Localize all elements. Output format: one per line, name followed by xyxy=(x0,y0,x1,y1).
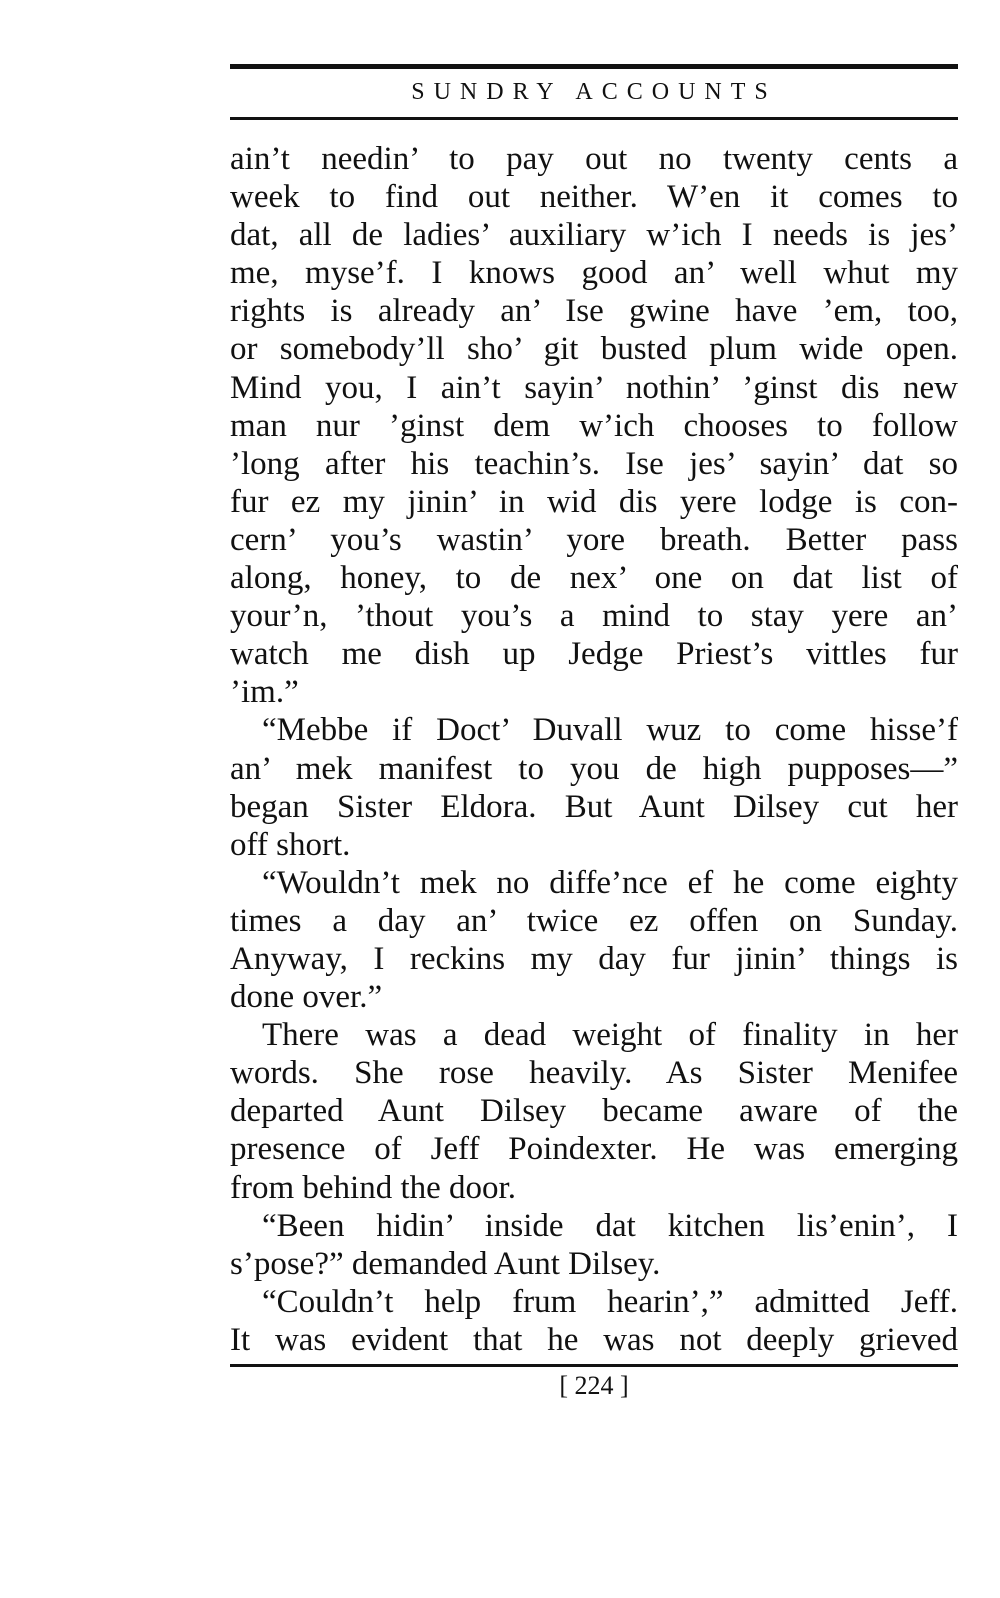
paragraph xyxy=(230,1283,958,1359)
text-line: Mind you, I ain’t sayin’ nothin’ ’ginst dis new xyxy=(230,369,958,406)
header-rule xyxy=(230,117,958,120)
text-line: or somebody’ll sho’ git busted plum wide open. xyxy=(230,331,958,368)
text-line: an’ mek manifest to you de high pupposes—” xyxy=(230,750,958,787)
paragraph xyxy=(230,140,958,711)
text-line: “Been hidin’ inside dat kitchen lis’enin’, I xyxy=(262,1207,958,1244)
text-line: dat, all de ladies’ auxiliary w’ich I needs is jes’ xyxy=(230,217,958,254)
text-line: watch me dish up Jedge Priest’s vittles fur xyxy=(230,636,958,673)
text-line: me, myse’f. I knows good an’ well whut my xyxy=(230,255,958,292)
text-line: rights is already an’ Ise gwine have ’em, too, xyxy=(230,293,958,330)
paragraph xyxy=(230,864,958,1016)
body-text xyxy=(230,140,958,1359)
paragraph xyxy=(230,1207,958,1283)
footer-rule xyxy=(230,1364,958,1367)
text-line: “Wouldn’t mek no diffe’nce ef he come eighty xyxy=(262,864,958,901)
text-line: ’im.” xyxy=(230,674,299,711)
text-line: times a day an’ twice ez offen on Sunday. xyxy=(230,902,958,939)
page-number: [ 224 ] xyxy=(559,1371,629,1400)
text-line: ’long after his teachin’s. Ise jes’ sayin’ dat so xyxy=(230,445,958,482)
text-line: It was evident that he was not deeply grieved xyxy=(230,1321,958,1358)
paragraph xyxy=(230,711,958,863)
text-line: from behind the door. xyxy=(230,1169,516,1206)
text-line: began Sister Eldora. But Aunt Dilsey cut her xyxy=(230,788,958,825)
text-line: words. She rose heavily. As Sister Menifee xyxy=(230,1055,958,1092)
text-line: your’n, ’thout you’s a mind to stay yere an’ xyxy=(230,598,958,635)
text-line: “Mebbe if Doct’ Duvall wuz to come hisse’f xyxy=(262,712,958,749)
text-line: There was a dead weight of finality in her xyxy=(262,1017,958,1054)
text-line: fur ez my jinin’ in wid dis yere lodge is con- xyxy=(230,483,958,520)
text-line: presence of Jeff Poindexter. He was emerging xyxy=(230,1131,958,1168)
text-line: ain’t needin’ to pay out no twenty cents a xyxy=(230,141,958,177)
text-line: week to find out neither. W’en it comes to xyxy=(230,179,958,216)
text-line: departed Aunt Dilsey became aware of the xyxy=(230,1093,958,1130)
text-line: “Couldn’t help frum hearin’,” admitted Jeff. xyxy=(262,1283,958,1320)
top-rule xyxy=(230,64,958,69)
text-line: s’pose?” demanded Aunt Dilsey. xyxy=(230,1245,661,1282)
text-line: along, honey, to de nex’ one on dat list of xyxy=(230,560,958,597)
running-head: SUNDRY ACCOUNTS xyxy=(411,79,777,105)
text-line: cern’ you’s wastin’ yore breath. Better pass xyxy=(230,521,958,558)
text-line: off short. xyxy=(230,826,351,863)
paragraph xyxy=(230,1016,958,1206)
text-line: man nur ’ginst dem w’ich chooses to follow xyxy=(230,407,958,444)
text-line: Anyway, I reckins my day fur jinin’ things is xyxy=(230,940,958,977)
text-line: done over.” xyxy=(230,979,383,1016)
